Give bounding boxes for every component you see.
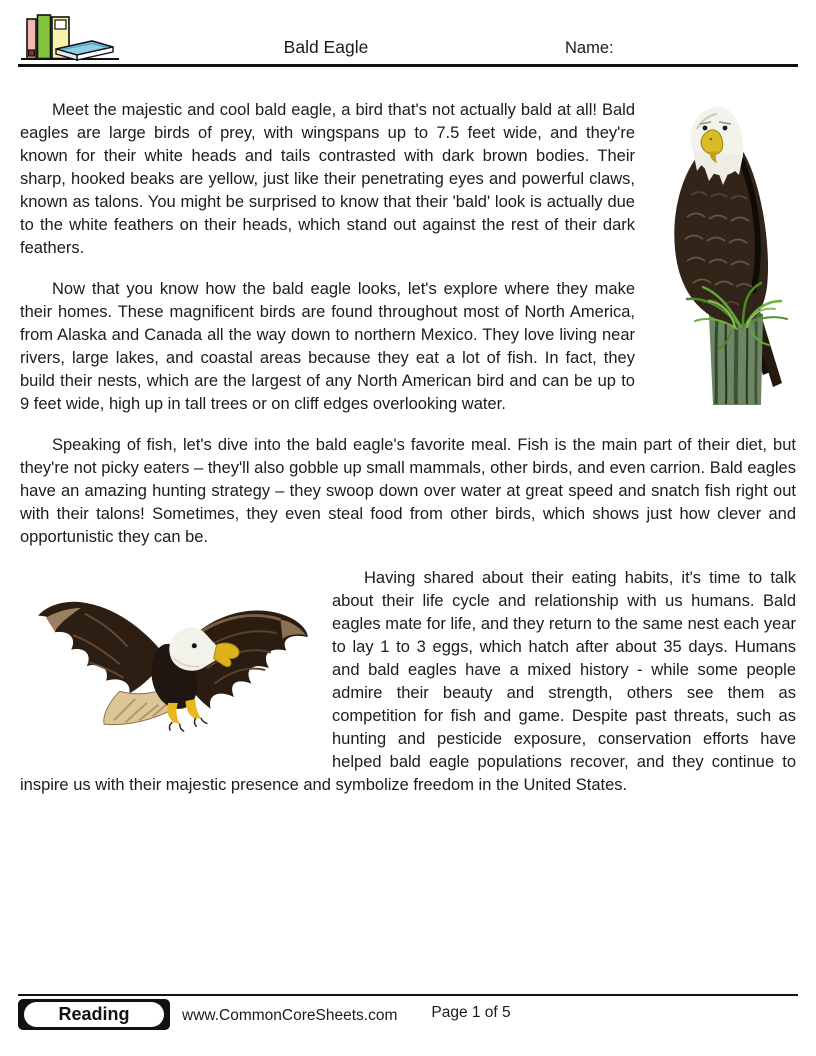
article [0, 67, 816, 797]
badge-label: Reading [24, 1002, 164, 1027]
page-title: Bald Eagle [283, 37, 369, 57]
reading-badge [18, 999, 170, 1030]
perched-eagle-image [651, 103, 796, 405]
website-text: www.CommonCoreSheets.com [182, 1007, 398, 1024]
footer [18, 994, 798, 1030]
page-number-text: Page 1 of 5 [431, 1004, 511, 1021]
section-appearance-habitat [20, 99, 796, 416]
flying-eagle-image [26, 575, 318, 765]
paragraph-diet: Speaking of fish, let's dive into the bald eagle's favorite meal. Fish is the main part of their diet, but they're not picky eaters – they'll also gobble up small mammals, other birds, and even carrion. Bald eagles have an amazing hunting strategy – they swoop down over water at great speed and snatch fish right out with their talons! Sometimes, they even steal food from other birds, which shows just how clever and opportunistic they can be. [20, 436, 796, 546]
paragraph-habitat: Now that you know how the bald eagle looks, let's explore where they make their homes. These magnificent birds are found throughout most of North America, from Alaska and Canada all the way down to northern Mexico. They love living near rivers, large lakes, and coastal areas because they eat a lot of fish. In fact, they build their nests, which are the largest of any North American bird and can be up to 9 feet wide, high up in tall trees or on cliff edges overlooking water. [20, 280, 635, 413]
section-lifecycle [20, 567, 796, 797]
name-label: Name: [565, 39, 614, 57]
header [18, 0, 798, 67]
paragraph-lifecycle: Having shared about their eating habits, it's time to talk about their life cycle and relationship with us humans. Bald eagles mate for life, and they return to the same nest each year to lay 1 to 3 eggs, which hatch after about 35 days. Humans and bald eagles have a mixed history - while some people admire their beauty and strength, others see them as competition for fish and game. Despite past threats, such as hunting and pesticide exposure, conservation efforts have helped bald eagle populations recover, and they continue to inspire us with their majestic presence and symbolize freedom in the United States. [20, 569, 796, 794]
paragraph-appearance: Meet the majestic and cool bald eagle, a bird that's not actually bald at all! Bald eagles are large birds of prey, with wingspans up to 7.5 feet wide, and they're known for their white heads and tails contrasted with dark brown bodies. Their sharp, hooked beaks are yellow, just like their penetrating eyes and powerful claws, known as talons. You might be surprised to know that their 'bald' look is actually due to the white feathers on their heads, which stand out against the rest of their dark feathers. [20, 101, 635, 257]
books-logo-icon [20, 10, 120, 62]
